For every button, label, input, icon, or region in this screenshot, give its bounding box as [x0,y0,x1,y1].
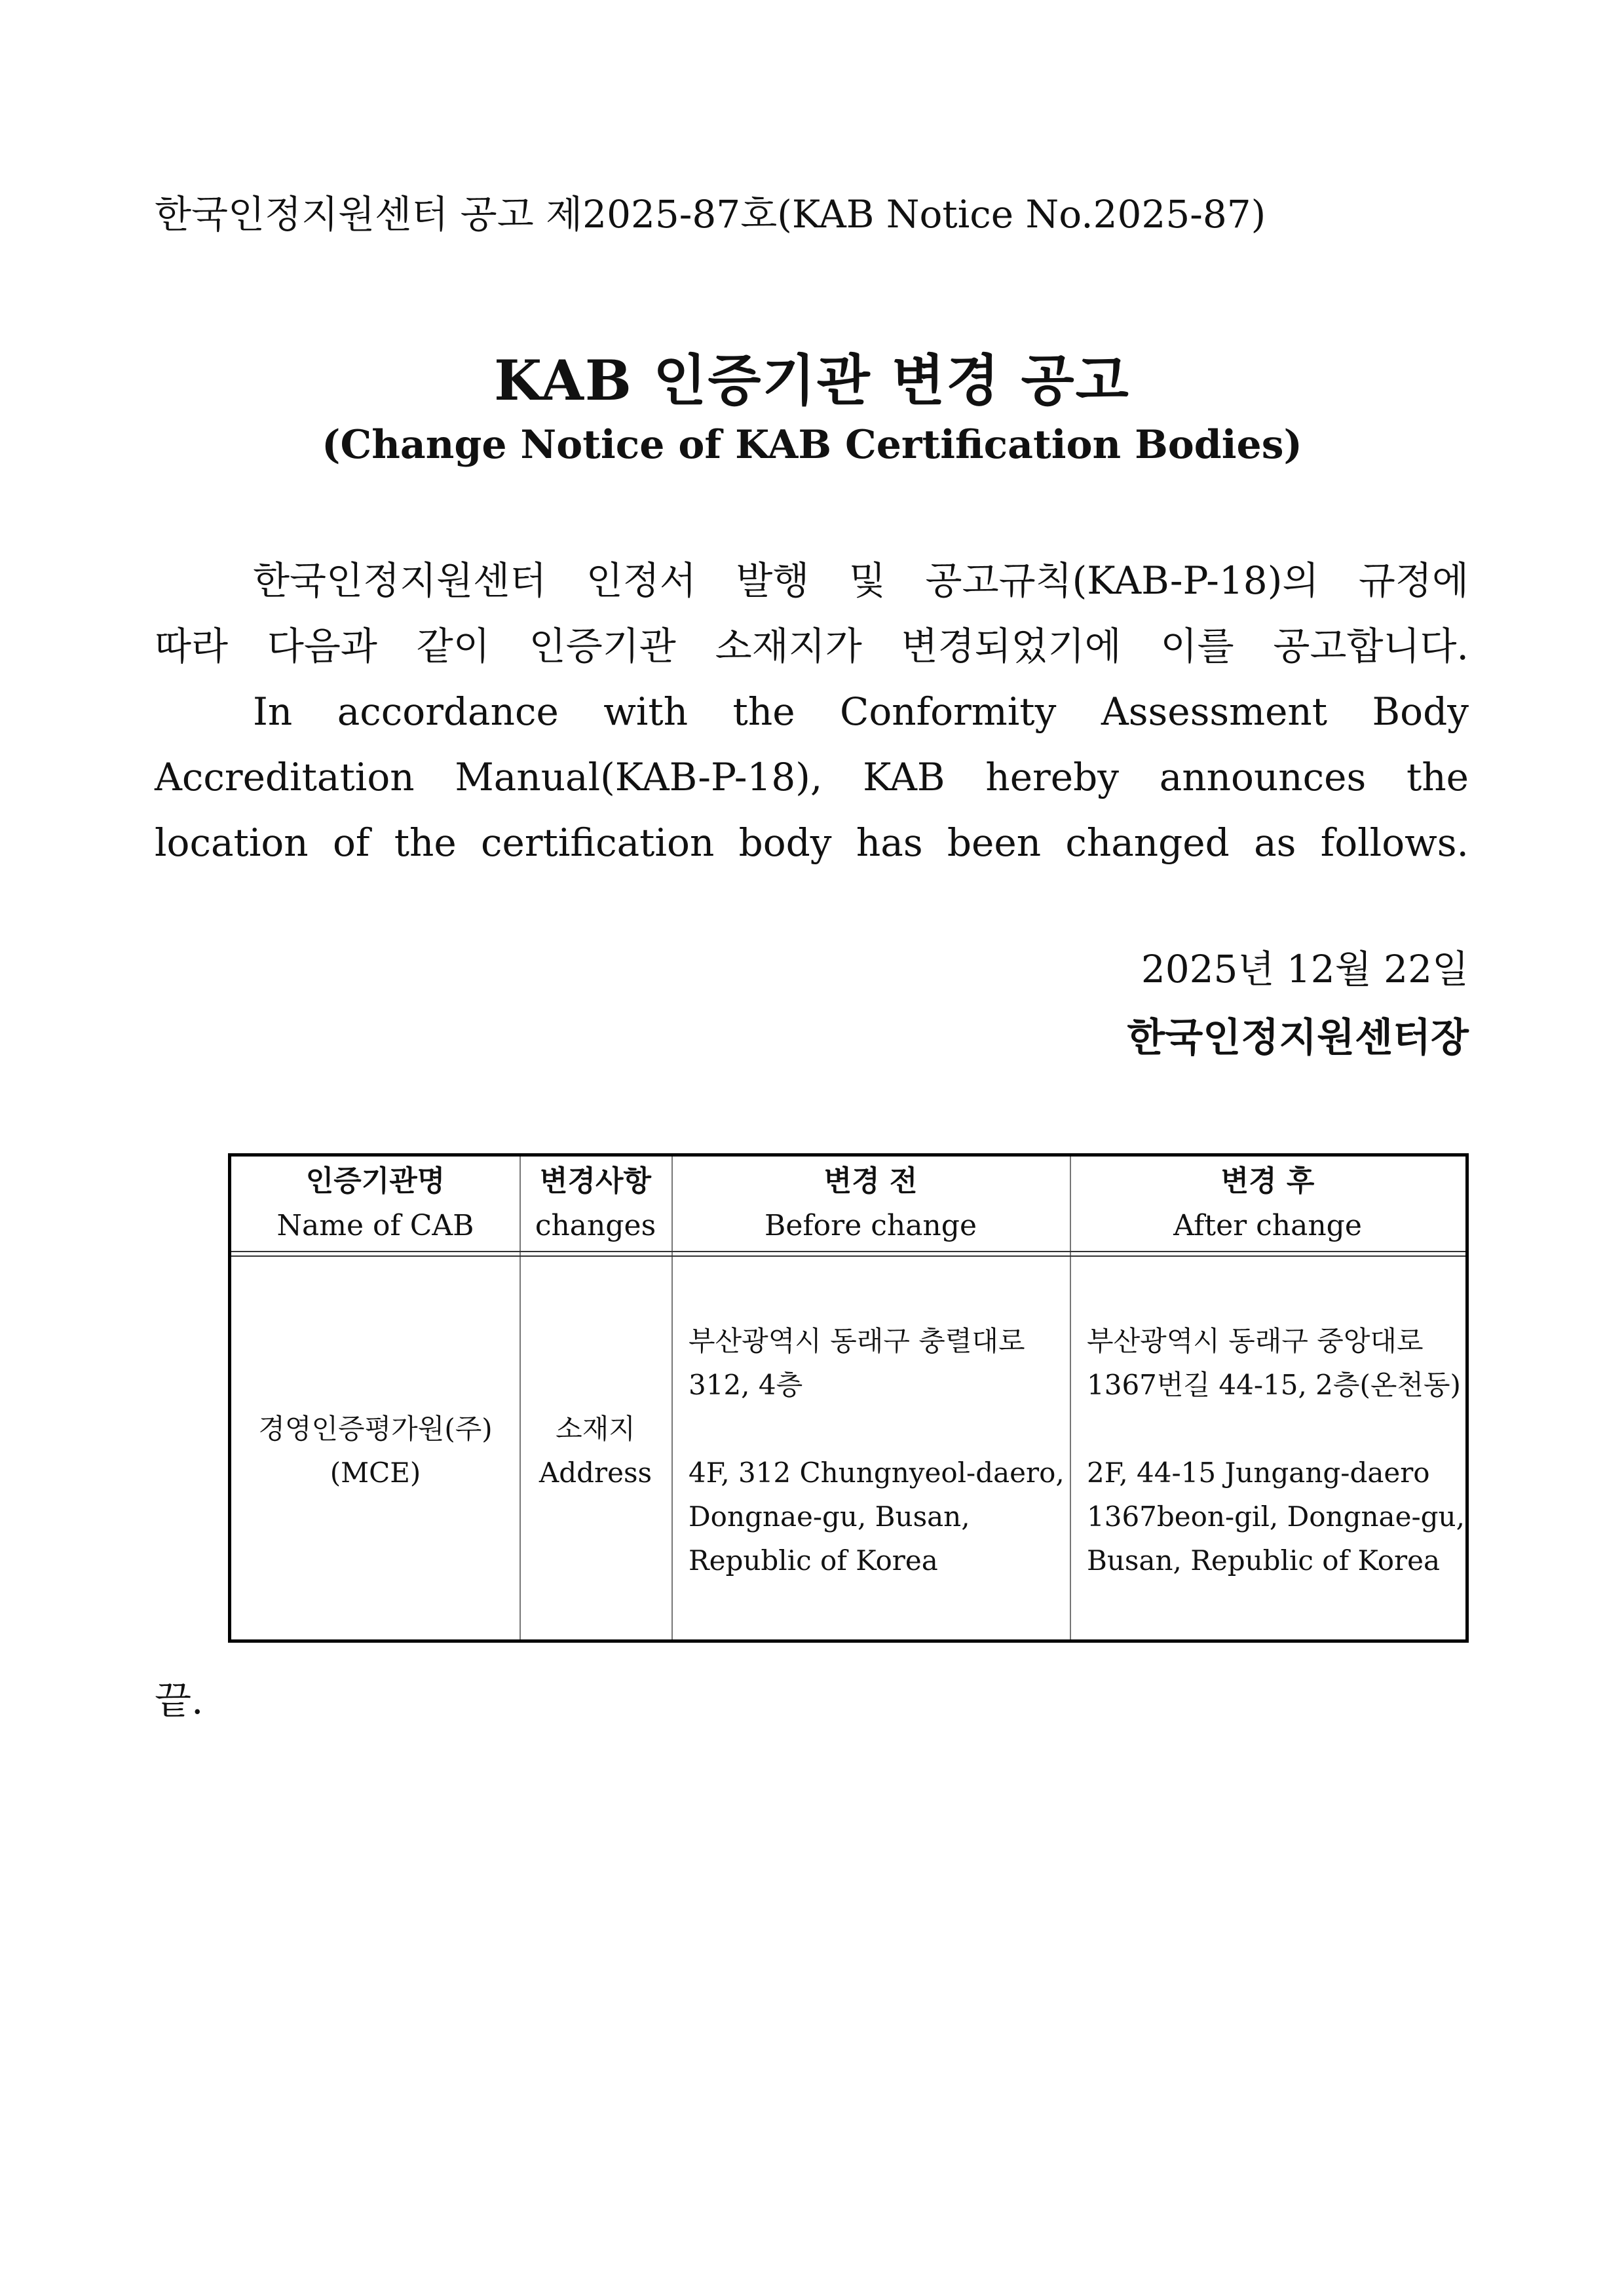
notice-date: 2025년 12월 22일 [1141,947,1469,991]
after-en-line: 2F, 44-15 Jungang-daero [1087,1457,1430,1489]
header-after-ko: 변경 후 [1220,1164,1315,1198]
after-ko-line: 1367번길 44-15, 2층(온천동) [1087,1369,1461,1401]
header-cab-name-en: Name of CAB [276,1209,474,1242]
header-changes-en: changes [535,1209,656,1242]
change-table [228,1153,1469,1643]
header-before-ko: 변경 전 [823,1164,918,1198]
after-en-line: Busan, Republic of Korea [1087,1544,1440,1577]
before-en-line: Dongnae-gu, Busan, [689,1501,970,1533]
cab-name-en: (MCE) [330,1457,421,1489]
body-ko-line-1: 한국인정지원센터 인정서 발행 및 공고규칙(KAB-P-18)의 규정에 [253,558,1469,603]
change-type-ko: 소재지 [556,1413,635,1445]
signature: 한국인정지원센터장 [1127,1015,1469,1061]
header-before [671,1159,1070,1248]
before-en-line: 4F, 312 Chungnyeol-daero, [689,1457,1065,1489]
after-en-line: 1367beon-gil, Dongnae-gu, [1087,1501,1465,1533]
header-after-en: After change [1173,1209,1362,1242]
title-korean: KAB 인증기관 변경 공고 [494,348,1130,413]
header-after [1070,1159,1465,1248]
header-divider [231,1251,1465,1252]
notice-number: 한국인정지원센터 공고 제2025-87호(KAB Notice No.2025-87) [155,192,1266,237]
cell-after-change [1087,1319,1464,1582]
header-cab-name-ko: 인증기관명 [305,1164,445,1198]
cell-before-change [689,1319,1068,1582]
body-ko-line-2: 따라 다음과 같이 인증기관 소재지가 변경되었기에 이를 공고합니다. [155,624,1469,668]
before-ko-line: 부산광역시 동래구 충렬대로 [689,1325,1025,1357]
after-ko-line: 부산광역시 동래구 중앙대로 [1087,1325,1424,1357]
header-before-en: Before change [765,1209,977,1242]
before-en-line: Republic of Korea [689,1544,938,1577]
cell-cab-name [231,1407,519,1495]
before-ko-line: 312, 4층 [689,1369,803,1401]
body-en-line-2: Accreditation Manual(KAB-P-18), KAB hereby announces the [155,755,1469,799]
end-mark: 끝. [155,1678,204,1723]
body-en-line-3: location of the certification body has been changed as follows. [155,820,1469,865]
change-type-en: Address [538,1457,652,1489]
cell-change-type [519,1407,671,1495]
body-en-line-1: In accordance with the Conformity Assessment Body [253,689,1469,734]
title-english: (Change Notice of KAB Certification Bodies) [322,422,1302,468]
header-divider [231,1255,1465,1257]
header-cab-name [231,1159,519,1248]
header-changes-ko: 변경사항 [539,1164,651,1198]
cab-name-ko: 경영인증평가원(주) [258,1413,493,1445]
header-changes [519,1159,671,1248]
